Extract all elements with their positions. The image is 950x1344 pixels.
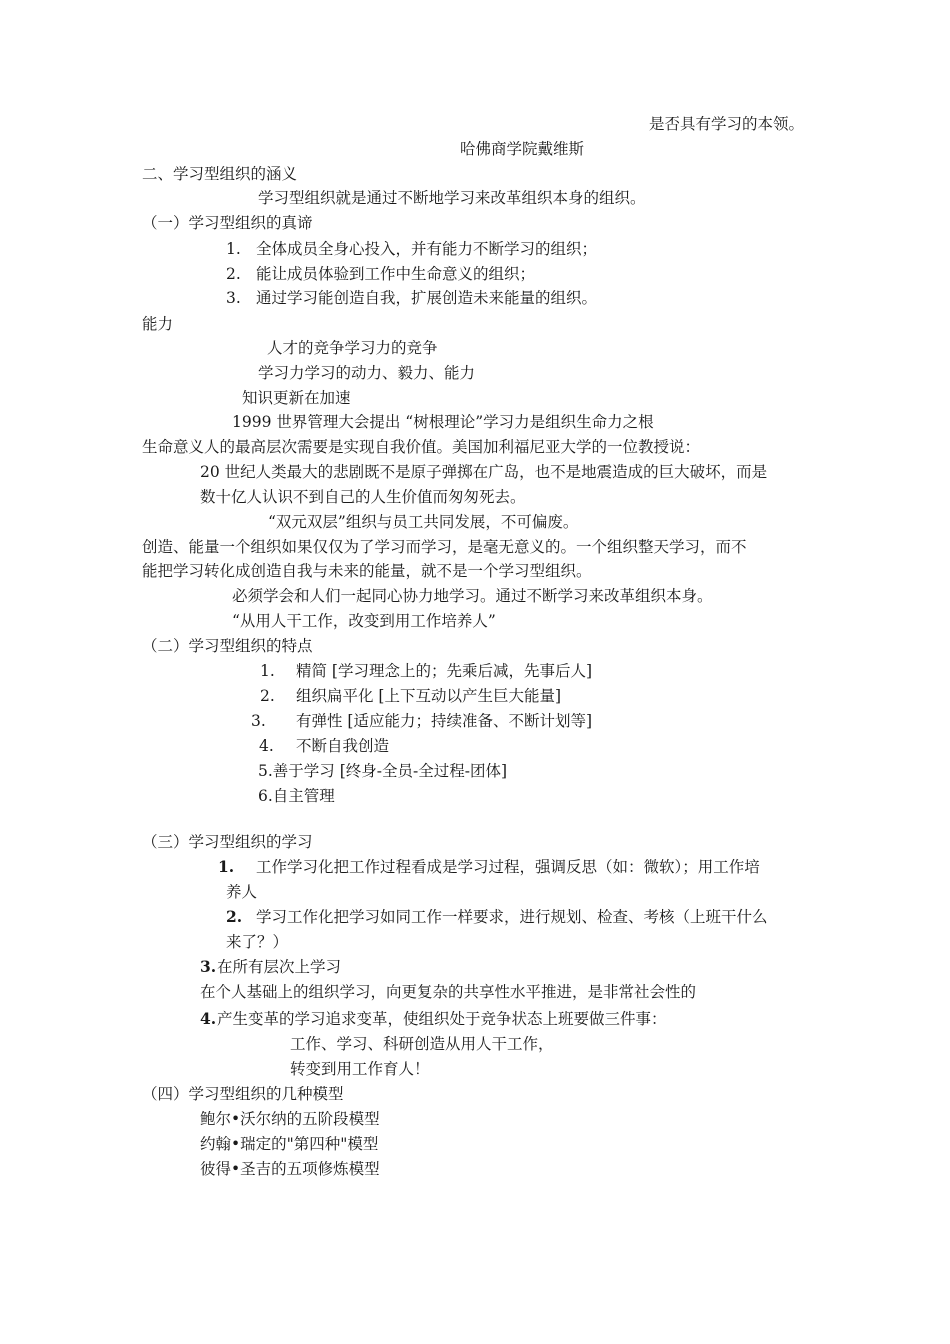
- list-item-number: 2.: [260, 687, 275, 705]
- part1-heading: （一）学习型组织的真谛: [142, 214, 313, 232]
- list-item-number: 3.: [226, 289, 241, 307]
- quote-line: 20 世纪人类最大的悲剧既不是原子弹掷在广岛，也不是地震造成的巨大破坏，而是: [200, 463, 768, 481]
- list-item: [218, 856, 760, 878]
- list-item: [226, 906, 768, 928]
- list-item-text: 学习工作化把学习如同工作一样要求，进行规划、检查、考核（上班干什么: [256, 908, 768, 926]
- list-item-number: 5.: [258, 762, 273, 780]
- list-item-number: 3.: [200, 957, 217, 976]
- part3-heading: （三）学习型组织的学习: [142, 833, 313, 851]
- list-item-text: 在所有层次上学习: [217, 958, 342, 976]
- list-item-continuation: 养人: [226, 883, 258, 901]
- list-item: [260, 660, 592, 682]
- ability-line: 1999 世界管理大会提出 “树根理论”学习力是组织生命力之根: [232, 413, 654, 431]
- list-item-number: 1.: [218, 857, 235, 876]
- list-item-text: 不断自我创造: [296, 737, 390, 755]
- list-item-text: 产生变革的学习追求变革，使组织处于竞争状态上班要做三件事：: [217, 1010, 667, 1028]
- list-item-text: 能让成员体验到工作中生命意义的组织；: [256, 265, 536, 283]
- ability-line: 人才的竞争学习力的竞争: [267, 339, 438, 357]
- list-item-number: 6.: [258, 787, 273, 805]
- life-meaning-text: 生命意义人的最高层次需要是实现自我价值。美国加利福尼亚大学的一位教授说：: [142, 438, 701, 456]
- list-item-number: 1.: [226, 240, 241, 258]
- list-item-number: 4.: [259, 737, 274, 755]
- list-item: [226, 287, 597, 309]
- list-item-number: 1.: [260, 662, 275, 680]
- list-item: [258, 785, 335, 807]
- list-item-text: 善于学习 [终身-全员-全过程-团体]: [272, 762, 508, 780]
- three-things-line: 工作、学习、科研创造从用人干工作，: [290, 1035, 554, 1053]
- create-line: 创造、能量一个组织如果仅仅为了学习而学习，是毫无意义的。一个组织整天学习，而不: [142, 538, 747, 556]
- list-item-number: 3.: [251, 712, 266, 730]
- list-item-text: 全体成员全身心投入，并有能力不断学习的组织；: [256, 240, 598, 258]
- list-item-number: 2.: [226, 907, 243, 926]
- model-item: 约翰•瑞定的"第四种"模型: [200, 1135, 379, 1153]
- item-description: 在个人基础上的组织学习，向更复杂的共享性水平推进，是非常社会性的: [200, 983, 697, 1001]
- part4-heading: （四）学习型组织的几种模型: [142, 1085, 344, 1103]
- together-text: 必须学会和人们一起同心协力地学习。通过不断学习来改革组织本身。: [232, 587, 713, 605]
- list-item-number: 2.: [226, 265, 241, 283]
- list-item: [251, 710, 592, 732]
- section-heading: 二、学习型组织的涵义: [142, 165, 298, 183]
- definition-text: 学习型组织就是通过不断地学习来改革组织本身的组织。: [258, 189, 646, 207]
- part2-heading: （二）学习型组织的特点: [142, 637, 313, 655]
- quote-tail: 是否具有学习的本领。: [649, 115, 805, 133]
- list-item-text: 工作学习化把工作过程看成是学习过程，强调反思（如：微软）；用工作培: [256, 858, 760, 876]
- list-item: [259, 735, 389, 757]
- list-item: [258, 760, 507, 782]
- list-item-continuation: 来了？）: [226, 933, 289, 951]
- quote-line: 数十亿人认识不到自己的人生价值而匆匆死去。: [200, 488, 526, 506]
- list-item-text: 自主管理: [272, 787, 335, 805]
- list-item: [226, 263, 535, 285]
- list-item: [260, 685, 561, 707]
- ability-line: 学习力学习的动力、毅力、能力: [258, 364, 476, 382]
- model-item: 彼得•圣吉的五项修炼模型: [200, 1160, 380, 1178]
- ability-label: 能力: [142, 315, 174, 333]
- three-things-line: 转变到用工作育人！: [290, 1060, 430, 1078]
- ability-line: 知识更新在加速: [242, 389, 351, 407]
- list-item: [226, 238, 597, 260]
- quote-author: 哈佛商学院戴维斯: [460, 140, 585, 158]
- model-item: 鲍尔•沃尔纳的五阶段模型: [200, 1110, 380, 1128]
- slogan-text: “从用人干工作，改变到用工作培养人”: [232, 612, 496, 630]
- list-item-text: 精简 [学习理念上的；先乘后减，先事后人]: [296, 662, 593, 680]
- list-item-number: 4.: [200, 1009, 217, 1028]
- list-item: [200, 1008, 667, 1030]
- list-item-text: 组织扁平化 [上下互动以产生巨大能量]: [296, 687, 562, 705]
- create-line: 能把学习转化成创造自我与未来的能量，就不是一个学习型组织。: [142, 562, 592, 580]
- list-item-text: 有弹性 [适应能力；持续准备、不断计划等]: [296, 712, 593, 730]
- list-item: [200, 956, 341, 978]
- list-item-text: 通过学习能创造自我，扩展创造未来能量的组织。: [256, 289, 598, 307]
- dual-layer-text: “双元双层”组织与员工共同发展，不可偏废。: [268, 513, 579, 531]
